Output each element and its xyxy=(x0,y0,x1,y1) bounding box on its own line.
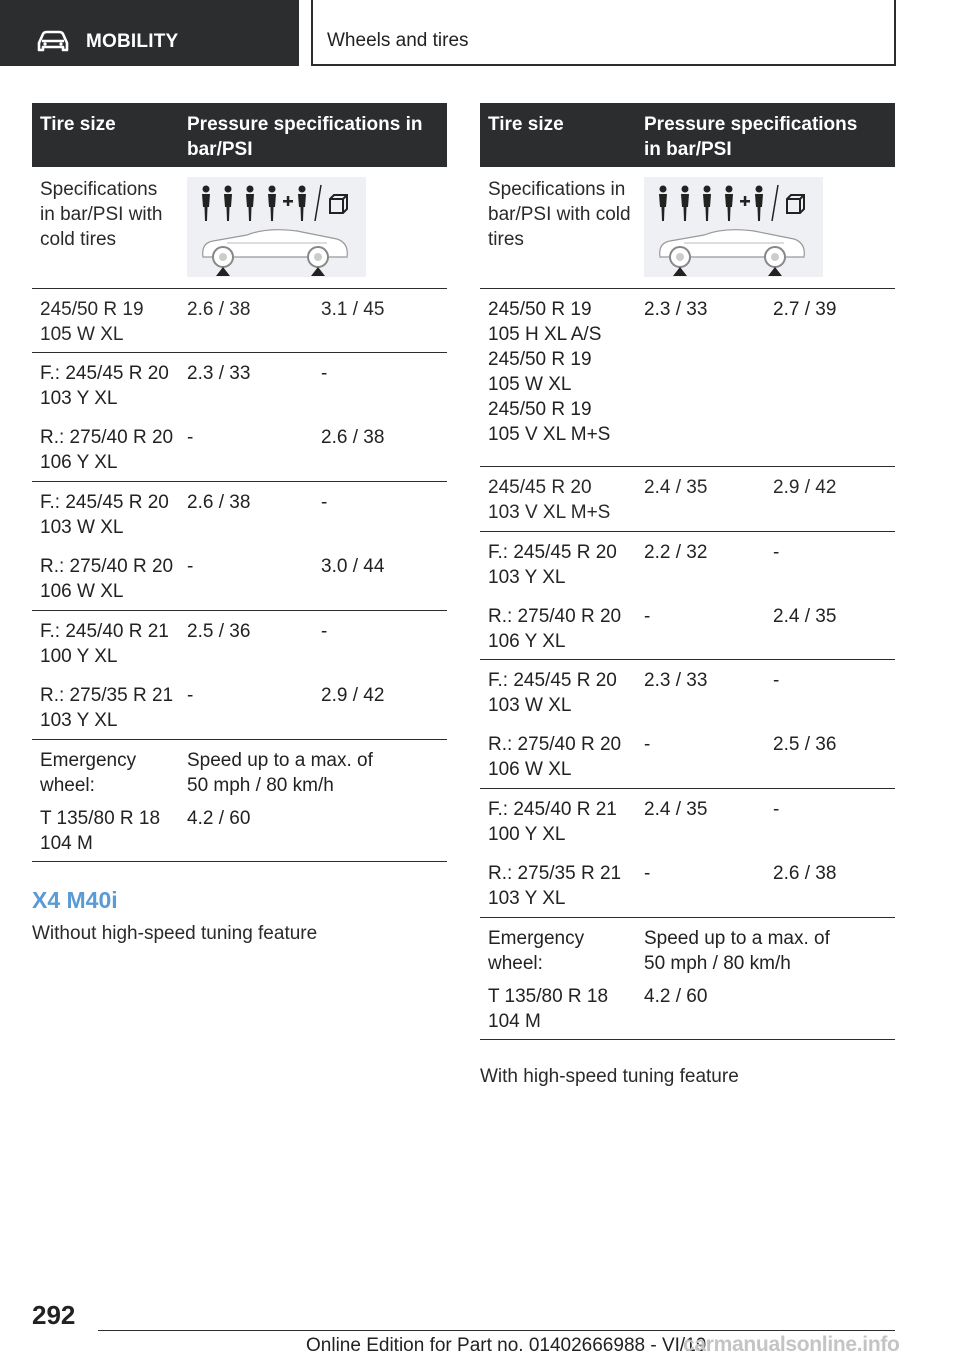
emergency-label: wheel: xyxy=(40,775,95,796)
tire-size: R.: 275/35 R 21 xyxy=(488,863,622,884)
col-pressure-header xyxy=(644,112,857,162)
footer-divider xyxy=(98,1330,895,1331)
rear-pressure: 2.6 / 38 xyxy=(773,863,837,884)
tire-spec: 100 Y XL xyxy=(488,824,566,845)
load-pictogram-icon xyxy=(644,177,823,277)
tire-spec: 106 W XL xyxy=(488,759,572,780)
table-row xyxy=(32,289,447,353)
tire-size: F.: 245/45 R 20 xyxy=(40,363,169,384)
spec-line: Specifications xyxy=(40,179,158,200)
speed-note: Speed up to a max. of xyxy=(187,750,373,771)
section-label: MOBILITY xyxy=(86,31,179,52)
page-number: 292 xyxy=(32,1300,76,1330)
load-pictogram-icon xyxy=(187,177,366,277)
with-tuning-subtitle: With high-speed tuning feature xyxy=(480,1066,739,1087)
tire-size: R.: 275/40 R 20 xyxy=(40,427,174,448)
tire-spec: 103 V XL M+S xyxy=(488,502,611,523)
emergency-tire-spec: 104 M xyxy=(488,1011,541,1032)
watermark: carmanualsonline.info xyxy=(683,1333,900,1356)
tire-size: 245/50 R 19 xyxy=(488,349,592,370)
table-row-group xyxy=(32,482,447,611)
tire-spec: 106 W XL xyxy=(40,581,124,602)
tire-spec: 106 Y XL xyxy=(40,452,118,473)
spec-line: Specifications in xyxy=(488,179,626,200)
rear-pressure: 3.1 / 45 xyxy=(321,299,385,320)
emergency-label: Emergency xyxy=(40,750,137,771)
table-row-group xyxy=(32,611,447,740)
table-row xyxy=(480,467,895,532)
tire-size: R.: 275/40 R 20 xyxy=(488,606,622,627)
tire-spec: 106 Y XL xyxy=(488,631,566,652)
col-pressure-header xyxy=(187,112,423,162)
front-pressure: 2.3 / 33 xyxy=(187,363,251,384)
tire-spec: 100 Y XL xyxy=(40,646,118,667)
right-table-header xyxy=(480,103,895,167)
front-pressure: 2.6 / 38 xyxy=(187,299,251,320)
tire-size: 245/50 R 19 xyxy=(488,299,592,320)
front-pressure: 2.3 / 33 xyxy=(644,670,708,691)
spec-row xyxy=(32,167,447,289)
spec-line: tires xyxy=(488,229,524,250)
section-title: X4 M40i xyxy=(32,887,118,913)
front-pressure: 2.5 / 36 xyxy=(187,621,251,642)
spec-line: cold tires xyxy=(40,229,117,250)
speed-note: Speed up to a max. of xyxy=(644,928,830,949)
emergency-pressure: 4.2 / 60 xyxy=(644,986,708,1007)
emergency-tire-spec: 104 M xyxy=(40,833,93,854)
rear-pressure: 2.7 / 39 xyxy=(773,299,837,320)
speed-note: 50 mph / 80 km/h xyxy=(187,775,334,796)
header-section-tab xyxy=(0,0,299,66)
rear-pressure: - xyxy=(773,670,780,691)
page-title: Wheels and tires xyxy=(327,30,469,51)
left-table-header xyxy=(32,103,447,167)
tire-spec: 105 W XL xyxy=(40,324,124,345)
tire-size: R.: 275/40 R 20 xyxy=(40,556,174,577)
front-pressure: - xyxy=(644,606,651,627)
table-row-group xyxy=(480,660,895,789)
tire-size: R.: 275/40 R 20 xyxy=(488,734,622,755)
spec-text xyxy=(488,177,631,252)
emergency-label: Emergency xyxy=(488,928,585,949)
rear-pressure: 2.6 / 38 xyxy=(321,427,385,448)
emergency-label: wheel: xyxy=(488,953,543,974)
edition-text: Online Edition for Part no. 01402666988 - VI/19 xyxy=(306,1335,707,1356)
section-subtitle: Without high-speed tuning feature xyxy=(32,923,318,944)
rear-pressure: 3.0 / 44 xyxy=(321,556,385,577)
rear-pressure: 2.5 / 36 xyxy=(773,734,837,755)
col-tire-size-header: Tire size xyxy=(488,114,564,135)
col-tire-size-header: Tire size xyxy=(40,114,116,135)
front-pressure: - xyxy=(644,734,651,755)
front-pressure: - xyxy=(644,863,651,884)
right-pressure-table xyxy=(480,103,895,1040)
pressure-header-line1: Pressure specifications in xyxy=(187,114,423,135)
speed-note: 50 mph / 80 km/h xyxy=(644,953,791,974)
front-pressure: 2.2 / 32 xyxy=(644,542,708,563)
front-pressure: 2.4 / 35 xyxy=(644,799,708,820)
pressure-header-line1: Pressure specifications xyxy=(644,114,858,135)
pressure-header-line2: bar/PSI xyxy=(187,139,253,160)
front-pressure: - xyxy=(187,685,194,706)
tire-size: 245/45 R 20 xyxy=(488,477,592,498)
table-row-group xyxy=(480,289,895,467)
rear-pressure: - xyxy=(321,363,328,384)
table-row-group xyxy=(32,353,447,482)
emergency-wheel-row xyxy=(480,918,895,1040)
tire-spec: 103 Y XL xyxy=(488,567,566,588)
table-row-group xyxy=(480,789,895,918)
tire-spec: 103 Y XL xyxy=(40,710,118,731)
tire-size: R.: 275/35 R 21 xyxy=(40,685,174,706)
spec-row xyxy=(480,167,895,289)
left-pressure-table xyxy=(32,103,447,862)
rear-pressure: - xyxy=(773,799,780,820)
rear-pressure: 2.9 / 42 xyxy=(321,685,385,706)
tire-size: F.: 245/45 R 20 xyxy=(488,670,617,691)
table-row-group xyxy=(480,532,895,660)
spec-text xyxy=(40,177,163,252)
pressure-header-line2: in bar/PSI xyxy=(644,139,732,160)
tire-size: F.: 245/45 R 20 xyxy=(488,542,617,563)
emergency-tire-size: T 135/80 R 18 xyxy=(488,986,609,1007)
tire-spec: 105 H XL A/S xyxy=(488,324,602,345)
rear-pressure: 2.9 / 42 xyxy=(773,477,837,498)
tire-spec: 103 Y XL xyxy=(40,388,118,409)
front-pressure: 2.6 / 38 xyxy=(187,492,251,513)
tire-size: F.: 245/40 R 21 xyxy=(40,621,169,642)
emergency-wheel-row xyxy=(32,740,447,862)
rear-pressure: - xyxy=(321,492,328,513)
tire-size: 245/50 R 19 xyxy=(40,299,144,320)
tire-size: 245/50 R 19 xyxy=(488,399,592,420)
rear-pressure: 2.4 / 35 xyxy=(773,606,837,627)
tire-spec: 105 V XL M+S xyxy=(488,424,611,445)
car-icon xyxy=(36,29,70,53)
spec-line: bar/PSI with cold xyxy=(488,204,631,225)
tire-spec: 103 Y XL xyxy=(488,888,566,909)
tire-spec: 105 W XL xyxy=(488,374,572,395)
front-pressure: 2.4 / 35 xyxy=(644,477,708,498)
tire-size: F.: 245/45 R 20 xyxy=(40,492,169,513)
emergency-tire-size: T 135/80 R 18 xyxy=(40,808,161,829)
tire-size: F.: 245/40 R 21 xyxy=(488,799,617,820)
rear-pressure: - xyxy=(773,542,780,563)
rear-pressure: - xyxy=(321,621,328,642)
emergency-pressure: 4.2 / 60 xyxy=(187,808,251,829)
tire-spec: 103 W XL xyxy=(40,517,124,538)
front-pressure: - xyxy=(187,427,194,448)
header-title-box xyxy=(311,0,896,66)
front-pressure: 2.3 / 33 xyxy=(644,299,708,320)
tire-spec: 103 W XL xyxy=(488,695,572,716)
spec-line: in bar/PSI with xyxy=(40,204,163,225)
front-pressure: - xyxy=(187,556,194,577)
